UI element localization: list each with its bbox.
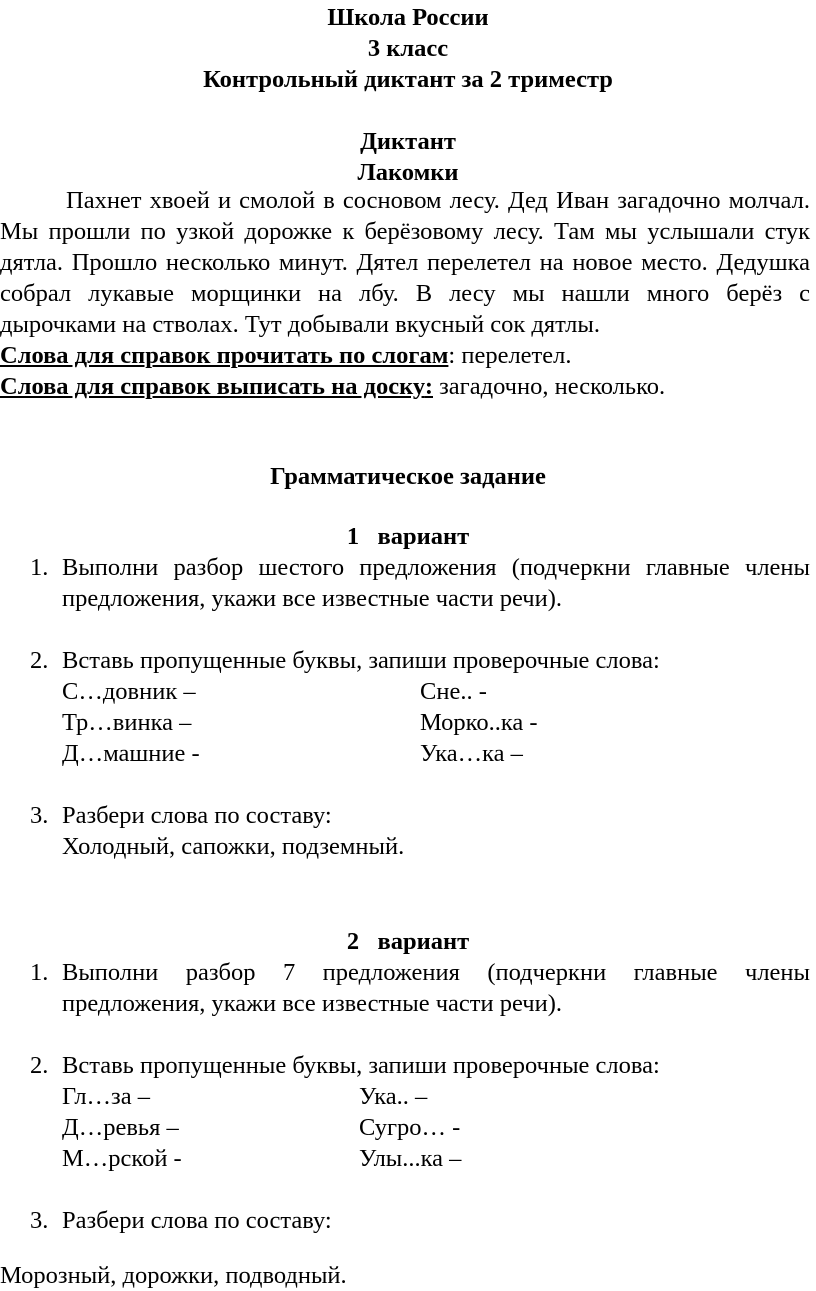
reference-text-2: загадочно, несколько. bbox=[433, 373, 666, 400]
v1-word-row bbox=[62, 676, 802, 707]
v2-word-row bbox=[62, 1112, 802, 1143]
v2-task3-text: Разбери слова по составу: bbox=[62, 1207, 332, 1234]
dictation-body bbox=[0, 185, 810, 402]
v1-task2-text: Вставь пропущенные буквы, запиши проверочные слова: bbox=[62, 647, 660, 674]
reference-words-2 bbox=[0, 371, 810, 402]
dictation-heading: Диктант bbox=[360, 128, 456, 155]
reference-label-2: Слова для справок выписать на доску bbox=[0, 373, 425, 400]
header bbox=[0, 2, 816, 95]
v1-word-right: Ука…ка – bbox=[420, 740, 523, 767]
v2-word-right: Сугро… - bbox=[359, 1114, 461, 1141]
v2-word-right: Улы...ка – bbox=[359, 1145, 462, 1172]
v2-word-right: Ука.. – bbox=[359, 1083, 428, 1110]
v2-word-row bbox=[62, 1143, 802, 1174]
dictation-header bbox=[0, 126, 816, 188]
v1-word-left: Д…машние - bbox=[62, 740, 200, 767]
v1-word-left: С…довник – bbox=[62, 678, 196, 705]
reference-colon-1: : bbox=[448, 342, 456, 369]
v2-task1-number: 1. bbox=[30, 959, 49, 986]
v1-word-right: Морко..ка - bbox=[420, 709, 538, 736]
v1-word-left: Тр…винка – bbox=[62, 709, 192, 736]
reference-label-1: Слова для справок прочитать по слогам bbox=[0, 342, 449, 369]
variant1-heading: 1 вариант bbox=[346, 523, 470, 550]
v2-word-left: Гл…за – bbox=[62, 1083, 150, 1110]
v2-task2-text: Вставь пропущенные буквы, запиши проверочные слова: bbox=[62, 1052, 660, 1079]
v2-task3-words: Морозный, дорожки, подводный. bbox=[0, 1262, 347, 1289]
reference-colon-2: : bbox=[424, 373, 433, 400]
document-title: Контрольный диктант за 2 триместр bbox=[203, 66, 613, 93]
v2-word-row bbox=[62, 1081, 802, 1112]
reference-words-1 bbox=[0, 340, 810, 371]
v1-task3-text: Разбери слова по составу: bbox=[62, 802, 332, 829]
dictation-name: Лакомки bbox=[357, 159, 459, 186]
variant2-heading: 2 вариант bbox=[346, 928, 470, 955]
v2-task2-number: 2. bbox=[30, 1052, 49, 1079]
v1-task1-text: Выполни разбор шестого предложения (подчеркни главные члены предложения, укажи все известные части речи). bbox=[62, 554, 810, 612]
dictation-text: Пахнет хвоей и смолой в сосновом лесу. Дед Иван загадочно молчал. Мы прошли по узкой дорожке к берёзовому лесу. Там мы услышали стук дятла. Прошло несколько минут. Дятел перелетел на новое место. Дедушка собрал лукавые морщинки на лбу. В лесу мы нашли много берёз с дырочками на стволах. Тут добывали вкусный сок дятлы. bbox=[0, 187, 810, 338]
school-name: Школа России bbox=[327, 4, 489, 31]
v1-task3-words: Холодный, сапожки, подземный. bbox=[62, 833, 405, 860]
v2-word-left: Д…ревья – bbox=[62, 1114, 179, 1141]
v2-task1-text: Выполни разбор 7 предложения (подчеркни главные члены предложения, укажи все известные части речи). bbox=[62, 959, 810, 1017]
v1-word-row bbox=[62, 707, 802, 738]
v1-task1-number: 1. bbox=[30, 554, 49, 581]
v1-word-right: Сне.. - bbox=[420, 678, 487, 705]
grade: 3 класс bbox=[367, 35, 449, 62]
v2-task3-number: 3. bbox=[30, 1207, 49, 1234]
v1-task2-number: 2. bbox=[30, 647, 49, 674]
v1-word-row bbox=[62, 738, 802, 769]
grammar-heading: Грамматическое задание bbox=[270, 463, 546, 490]
v1-task3-number: 3. bbox=[30, 802, 49, 829]
reference-text-1: перелетел. bbox=[455, 342, 572, 369]
v2-word-left: М…рской - bbox=[62, 1145, 182, 1172]
